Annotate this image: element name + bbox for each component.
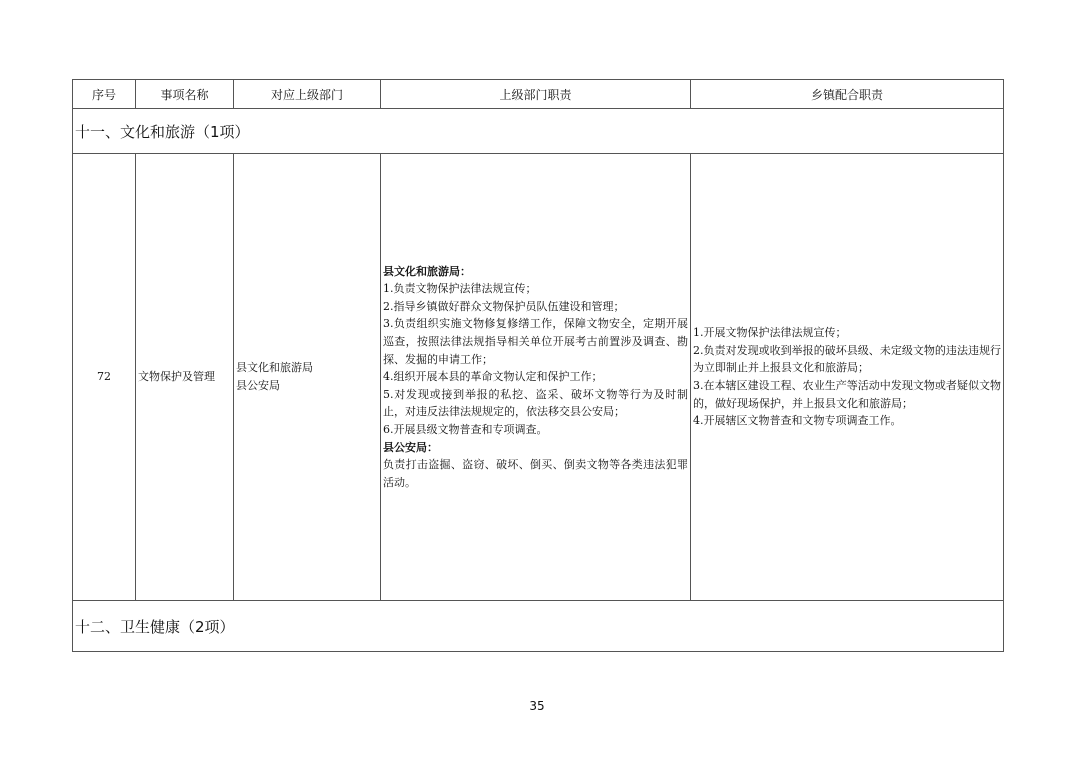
town-duty-line: 2.负责对发现或收到举报的破坏县级、未定级文物的违法违规行为立即制止并上报县文化和旅游局； (693, 343, 1001, 375)
section-row (73, 109, 1004, 154)
page-number: 35 (529, 699, 545, 713)
duty-line: 县公安局： (383, 440, 438, 454)
section-title: 十二、卫生健康（2项） (73, 601, 1004, 652)
row-duties (381, 154, 691, 601)
header-duty: 上级部门职责 (381, 80, 691, 109)
duty-table (72, 79, 1004, 652)
header-dept: 对应上级部门 (234, 80, 381, 109)
table-header-row (73, 80, 1004, 109)
town-duty-line: 4.开展辖区文物普查和文物专项调查工作。 (693, 414, 902, 428)
duty-line: 3.负责组织实施文物修复修缮工作，保障文物安全，定期开展巡查，按照法律法规指导相关单位开展考古前置涉及调查、勘探、发掘的申请工作； (383, 317, 688, 366)
duty-line: 2.指导乡镇做好群众文物保护员队伍建设和管理； (383, 299, 625, 313)
duty-line: 4.组织开展本县的革命文物认定和保护工作； (383, 370, 603, 384)
header-item: 事项名称 (136, 80, 234, 109)
section-row (73, 601, 1004, 652)
row-no: 72 (73, 154, 136, 601)
duty-line: 1.负责文物保护法律法规宣传； (383, 282, 537, 296)
duty-line: 县文化和旅游局： (383, 264, 471, 278)
table-row (73, 154, 1004, 601)
duty-line: 负责打击盗掘、盗窃、破坏、倒买、倒卖文物等各类违法犯罪活动。 (383, 458, 688, 489)
dept-line: 县公安局 (236, 379, 280, 392)
dept-line: 县文化和旅游局 (236, 361, 313, 375)
row-town-duties (691, 154, 1004, 601)
duty-line: 6.开展县级文物普查和专项调查。 (383, 422, 548, 436)
section-title: 十一、文化和旅游（1项） (73, 109, 1004, 154)
town-duty-line: 3.在本辖区建设工程、农业生产等活动中发现文物或者疑似文物的，做好现场保护，并上报县文化和旅游局； (693, 379, 1001, 410)
town-duty-line: 1.开展文物保护法律法规宣传； (693, 326, 847, 340)
row-depts (234, 154, 381, 601)
row-item-name: 文物保护及管理 (136, 154, 234, 601)
duty-line: 5.对发现或接到举报的私挖、盗采、破坏文物等行为及时制止，对违反法律法规规定的，依法移交县公安局； (383, 387, 688, 419)
header-no: 序号 (73, 80, 136, 109)
header-town-duty: 乡镇配合职责 (691, 80, 1004, 109)
